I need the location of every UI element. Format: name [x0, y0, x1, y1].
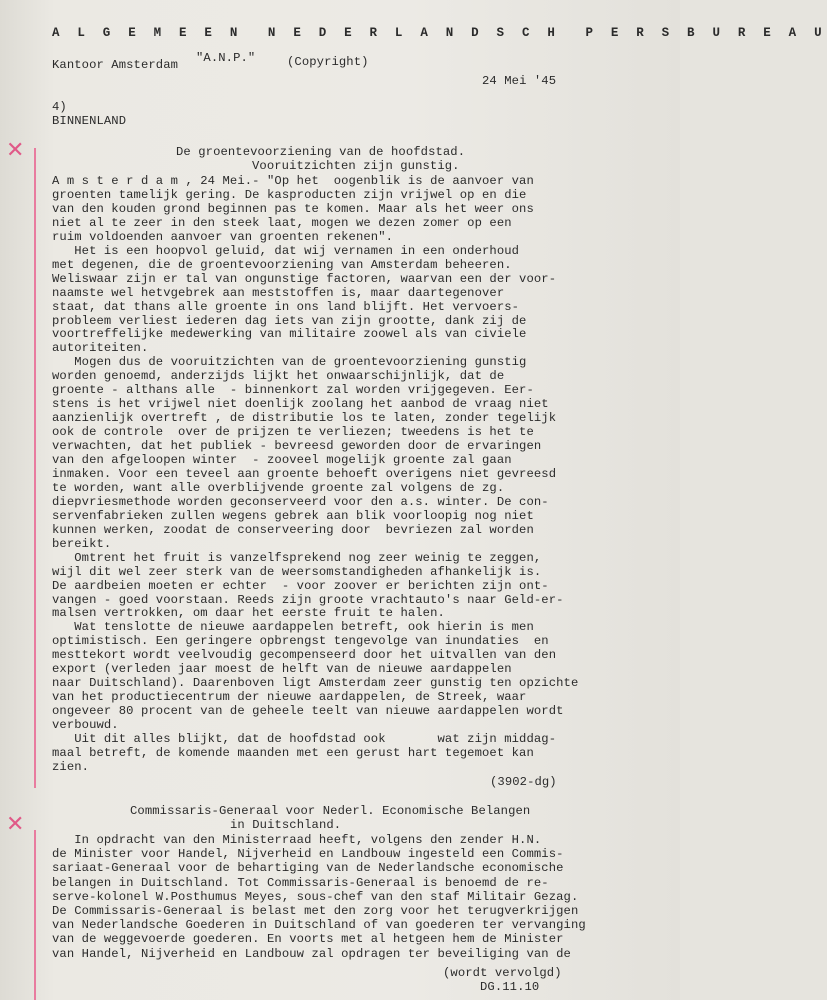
text-line: staat, dat thans alle groente in ons land blijft. Het vervoers- — [52, 299, 520, 314]
text-line: Omtrent het fruit is vanzelfsprekend nog zeer weinig te zeggen, — [52, 550, 542, 565]
agency-abbreviation: "A.N.P." — [196, 51, 256, 65]
text-line: sariaat-Generaal voor de behartiging van de Nederlandsche economische — [52, 861, 564, 876]
text-line: niet al te zeer in den steek laat, mogen we dezen zomer op een — [52, 215, 512, 230]
text-line: van Nederlandsche Goederen in Duitschland of van goederen ter vervanging — [52, 918, 586, 933]
text-line: probleem verliest iederen dag iets van zijn grootte, dank zij de — [52, 313, 527, 328]
text-line: Mogen dus de vooruitzichten van de groentevoorziening gunstig — [52, 355, 527, 370]
text-line: Uit dit alles blijkt, dat de hoofdstad ook wat zijn middag- — [52, 732, 557, 746]
text-line: De aardbeien moeten er echter - voor zoover er berichten zijn ont- — [52, 578, 549, 593]
text-line: ook de controle over de prijzen te verliezen; tweedens is het te — [52, 425, 534, 440]
text-line: malsen vertrokken, om daar het eerste fruit te halen. — [52, 606, 445, 621]
article2-title: Commissaris-Generaal voor Nederl. Economische Belangen — [130, 804, 531, 818]
text-line: voortreffelijke medewerking van militaire zoowel als van civiele — [52, 327, 527, 342]
text-line: wijl dit wel zeer sterk van de weersomstandigheden afhankelijk is. — [52, 564, 542, 579]
text-line: bereikt. — [52, 536, 112, 551]
text-line: van het productiecentrum der nieuwe aardappelen, de Streek, waar — [52, 690, 527, 705]
text-line: verwachten, dat het publiek - bevreesd geworden door de ervaringen — [52, 439, 542, 454]
text-line: diepvriesmethode worden geconserveerd voor den a.s. winter. De con- — [52, 494, 549, 509]
text-line: mesttekort wordt veelvoudig gecompenseerd door het uitvallen van den — [52, 648, 557, 663]
document-date: 24 Mei '45 — [482, 74, 557, 88]
text-line: kunnen werken, zoodat de conserveering door bevriezen zal worden — [52, 522, 534, 537]
article2-subtitle: in Duitschland. — [230, 818, 342, 832]
margin-cross-mark-1: ✕ — [6, 138, 25, 163]
text-line: vangen - goed voorstaan. Reeds zijn groote vrachtauto's naar Geld-er- — [52, 592, 564, 607]
article1-title: De groentevoorziening van de hoofdstad. — [176, 145, 466, 159]
article1-subtitle: Vooruitzichten zijn gunstig. — [252, 159, 460, 173]
text-line: serve-kolonel W.Posthumus Meyes, sous-chef van den staf Militair Gezag. — [52, 889, 579, 904]
text-line: groente - althans alle - binnenkort zal worden vrijgegeven. Eer- — [52, 383, 534, 398]
text-line: In opdracht van den Ministerraad heeft, volgens den zender H.N. — [52, 833, 542, 847]
text-line: van den afgeloopen winter - zooveel mogelijk groente zal gaan — [52, 453, 512, 467]
text-line: inmaken. Voor een teveel aan groente behoeft overigens niet gevreesd — [52, 466, 557, 481]
margin-line-top — [34, 148, 36, 788]
text-line: van de weggevoerde goederen. En voorts met al hetgeen hem de Minister — [52, 932, 564, 947]
text-line: A m s t e r d a m , 24 Mei.- "Op het oogenblik is de aanvoer van — [52, 174, 534, 188]
text-line: belangen in Duitschland. Tot Commissaris-Generaal is benoemd de re- — [52, 875, 549, 890]
text-line: worden genoemd, anderzijds lijkt het onwaarschijnlijk, dat de — [52, 369, 505, 384]
text-line: Het is een hoopvol geluid, dat wij vernamen in een onderhoud — [52, 243, 520, 258]
text-line: stens is het vrijwel niet doenlijk zoolang het aanbod de vraag niet — [52, 397, 549, 412]
text-line: van Handel, Nijverheid en Landbouw zal opdragen ter beveiliging van de — [52, 946, 571, 961]
text-line: maal betreft, de komende maanden met een gerust hart tegemoet kan — [52, 745, 534, 760]
item-number: 4) — [52, 100, 67, 114]
section-label: BINNENLAND — [52, 114, 127, 128]
text-line: export (verleden jaar moest de helft van de nieuwe aardappelen — [52, 662, 512, 677]
agency-name: A L G E M E E N N E D E R L A N D S C H P E R S B U R E A U — [52, 26, 827, 40]
text-line: naamste wel hetvgebrek aan meststoffen is, maar daartegenover — [52, 285, 505, 300]
text-line: van den kouden grond beginnen pas te komen. Maar als het weer ons — [52, 201, 534, 216]
text-line: met degenen, die de groentevoorziening van Amsterdam beheeren. — [52, 257, 512, 272]
text-line: Wat tenslotte de nieuwe aardappelen betreft, ook hierin is men — [52, 620, 534, 635]
article1-reference: (3902-dg) — [490, 775, 557, 789]
text-line: groenten tamelijk gering. De kasproducten zijn vrijwel op en die — [52, 187, 527, 202]
text-line: autoriteiten. — [52, 341, 149, 356]
continued-note: (wordt vervolgd) — [443, 966, 562, 980]
margin-cross-mark-2: ✕ — [6, 812, 25, 837]
text-line: ruim voldoenden aanvoer van groenten rekenen". — [52, 229, 394, 244]
text-line: De Commissaris-Generaal is belast met den zorg voor het terugverkrijgen — [52, 904, 579, 918]
text-line: te worden, want alle overblijvende groente zal volgens de zg. — [52, 480, 505, 495]
text-line: aanzienlijk overtreft , de distributie los te laten, zonder tegelijk — [52, 411, 557, 426]
text-line: Weliswaar zijn er tal van ongunstige factoren, waarvan een der voor- — [52, 271, 557, 286]
office-name: Kantoor Amsterdam — [52, 58, 179, 72]
text-line: zien. — [52, 759, 90, 774]
text-line: de Minister voor Handel, Nijverheid en Landbouw ingesteld een Commis- — [52, 847, 564, 862]
margin-line-bottom — [34, 830, 36, 1000]
footer-code: DG.11.10 — [480, 980, 540, 994]
text-line: ongeveer 80 procent van de geheele teelt van nieuwe aardappelen wordt — [52, 704, 564, 719]
text-line: optimistisch. Een geringere opbrengst tengevolge van inundaties en — [52, 634, 549, 649]
text-line: verbouwd. — [52, 718, 119, 733]
text-line: naar Duitschland). Daarenboven ligt Amsterdam zeer gunstig ten opzichte — [52, 676, 579, 691]
copyright-notice: (Copyright) — [287, 55, 369, 69]
text-line: servenfabrieken zullen wegens gebrek aan blik voorloopig nog niet — [52, 508, 534, 523]
